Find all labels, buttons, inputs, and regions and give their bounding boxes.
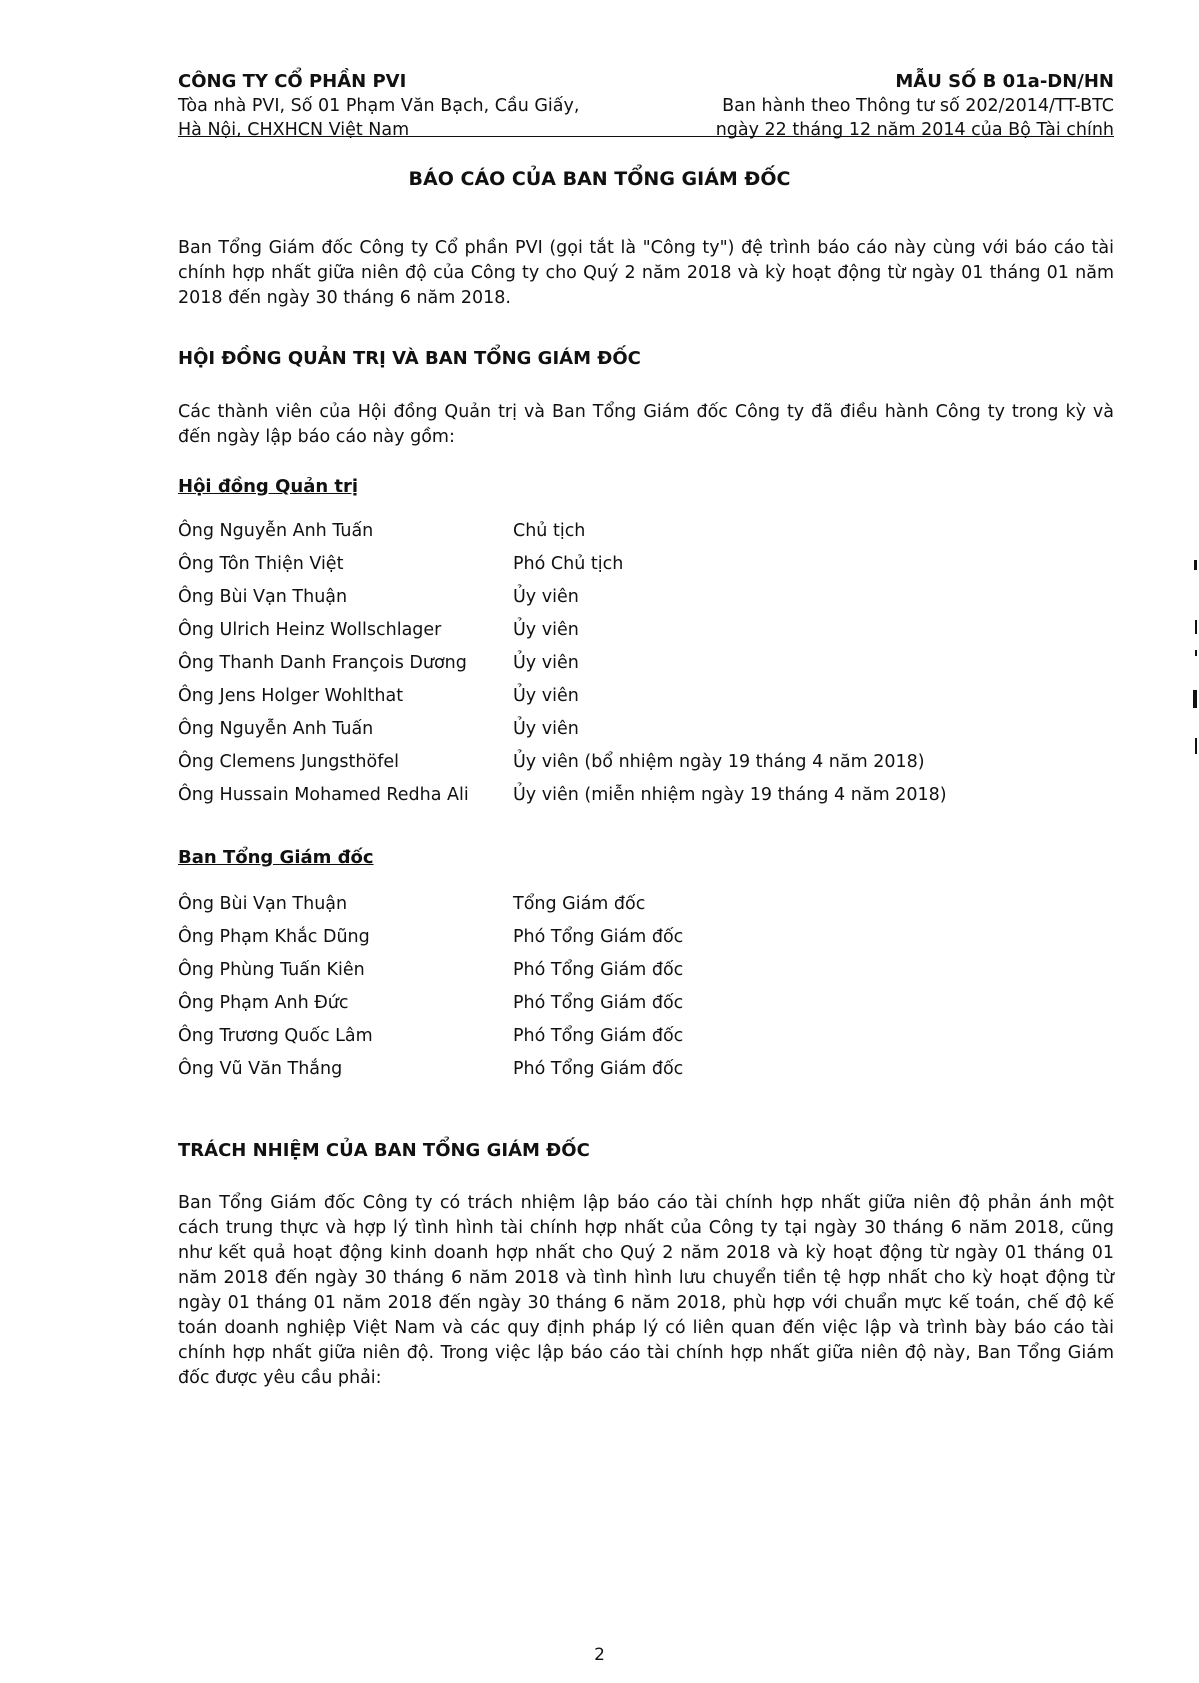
- form-header: [654, 70, 1114, 142]
- member-role: Phó Tổng Giám đốc: [513, 927, 684, 947]
- member-name: Ông Phạm Anh Đức: [178, 993, 349, 1013]
- member-name: Ông Vũ Văn Thắng: [178, 1059, 343, 1079]
- member-role: Ủy viên: [513, 620, 579, 640]
- member-role: Phó Tổng Giám đốc: [513, 960, 684, 980]
- company-address-line1: Tòa nhà PVI, Số 01 Phạm Văn Bạch, Cầu Giấy,: [178, 96, 580, 116]
- company-address-line2: Hà Nội, CHXHCN Việt Nam: [178, 120, 410, 140]
- management-board-title: Ban Tổng Giám đốc: [178, 847, 374, 868]
- board-section-heading: HỘI ĐỒNG QUẢN TRỊ VÀ BAN TỔNG GIÁM ĐỐC: [178, 348, 641, 369]
- member-name: Ông Phùng Tuấn Kiên: [178, 960, 365, 980]
- member-name: Ông Jens Holger Wohlthat: [178, 686, 404, 706]
- member-role: Ủy viên: [513, 719, 579, 739]
- board-of-directors-title: Hội đồng Quản trị: [178, 476, 359, 497]
- member-role: Phó Tổng Giám đốc: [513, 993, 684, 1013]
- member-name: Ông Nguyễn Anh Tuấn: [178, 719, 374, 739]
- report-title: BÁO CÁO CỦA BAN TỔNG GIÁM ĐỐC: [408, 168, 791, 190]
- member-name: Ông Tôn Thiện Việt: [178, 554, 344, 574]
- form-regulation-line2: ngày 22 tháng 12 năm 2014 của Bộ Tài chính: [715, 120, 1114, 140]
- member-name: Ông Nguyễn Anh Tuấn: [178, 521, 374, 541]
- member-name: Ông Phạm Khắc Dũng: [178, 927, 370, 947]
- member-name: Ông Bùi Vạn Thuận: [178, 894, 348, 914]
- member-role: Chủ tịch: [513, 521, 586, 541]
- form-code: MẪU SỐ B 01a-DN/HN: [895, 71, 1114, 92]
- member-role: Ủy viên: [513, 653, 579, 673]
- member-name: Ông Hussain Mohamed Redha Ali: [178, 785, 469, 805]
- intro-paragraph: Ban Tổng Giám đốc Công ty Cổ phần PVI (gọi tắt là "Công ty") đệ trình báo cáo này cùng với báo cáo tài chính hợp nhất giữa niên độ của Công ty cho Quý 2 năm 2018 và kỳ hoạt động từ ngày 01 tháng 01 năm 2018 đến ngày 30 tháng 6 năm 2018.: [178, 238, 1114, 308]
- member-role: Ủy viên (bổ nhiệm ngày 19 tháng 4 năm 2018): [513, 752, 925, 772]
- member-name: Ông Clemens Jungsthöfel: [178, 752, 399, 772]
- member-role: Tổng Giám đốc: [513, 894, 646, 914]
- member-role: Phó Tổng Giám đốc: [513, 1059, 684, 1079]
- form-regulation-line1: Ban hành theo Thông tư số 202/2014/TT-BTC: [722, 96, 1114, 116]
- member-role: Phó Chủ tịch: [513, 554, 624, 574]
- responsibility-heading: TRÁCH NHIỆM CỦA BAN TỔNG GIÁM ĐỐC: [178, 1140, 590, 1161]
- members-intro-paragraph: Các thành viên của Hội đồng Quản trị và Ban Tổng Giám đốc Công ty đã điều hành Công ty trong kỳ và đến ngày lập báo cáo này gồm:: [178, 402, 1114, 447]
- member-role: Ủy viên: [513, 686, 579, 706]
- member-name: Ông Trương Quốc Lâm: [178, 1026, 373, 1046]
- header-divider: [178, 136, 1114, 137]
- member-role: Ủy viên: [513, 587, 579, 607]
- member-name: Ông Ulrich Heinz Wollschlager: [178, 620, 442, 640]
- member-name: Ông Thanh Danh François Dương: [178, 653, 467, 673]
- responsibility-paragraph: Ban Tổng Giám đốc Công ty có trách nhiệm lập báo cáo tài chính hợp nhất giữa niên độ phản ánh một cách trung thực và hợp lý tình hình tài chính hợp nhất của Công ty tại ngày 30 tháng 6 năm 2018, cũng như kết quả hoạt động kinh doanh hợp nhất cho Quý 2 năm 2018 và kỳ hoạt động từ ngày 01 tháng 01 năm 2018 đến ngày 30 tháng 6 năm 2018 và tình hình lưu chuyển tiền tệ hợp nhất cho kỳ hoạt động từ ngày 01 tháng 01 năm 2018 đến ngày 30 tháng 6 năm 2018, phù hợp với chuẩn mực kế toán, chế độ kế toán doanh nghiệp Việt Nam và các quy định pháp lý có liên quan đến việc lập và trình bày báo cáo tài chính hợp nhất giữa niên độ. Trong việc lập báo cáo tài chính hợp nhất giữa niên độ này, Ban Tổng Giám đốc được yêu cầu phải:: [178, 1193, 1114, 1388]
- member-role: Phó Tổng Giám đốc: [513, 1026, 684, 1046]
- member-name: Ông Bùi Vạn Thuận: [178, 587, 348, 607]
- company-name: CÔNG TY CỔ PHẦN PVI: [178, 71, 407, 92]
- member-role: Ủy viên (miễn nhiệm ngày 19 tháng 4 năm 2018): [513, 785, 947, 805]
- page-number: 2: [594, 1645, 605, 1665]
- company-header: [178, 70, 638, 142]
- scan-edge-marks: [1189, 560, 1197, 800]
